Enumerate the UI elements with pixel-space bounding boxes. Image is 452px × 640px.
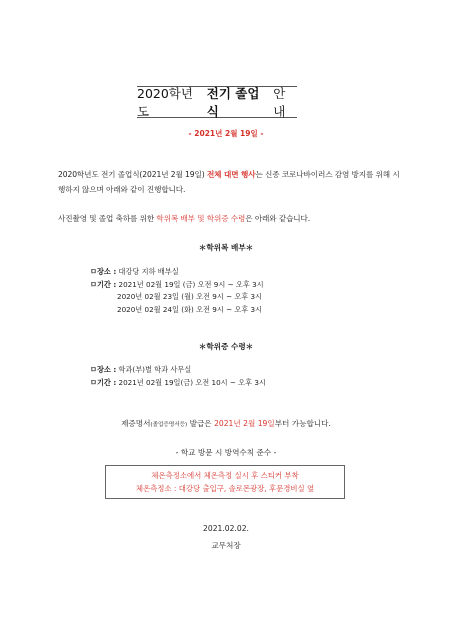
footer-date: 2021.02.02. [203,524,249,533]
diploma-period-value: 2021년 02월 19일(금) 오전 10시 ~ 오후 3시 [118,377,266,387]
gown-period-row [90,279,264,292]
notice-line-2: 체온측정소 : 대강당 출입구, 솔로몬광장, 후문경비실 옆 [135,484,315,493]
gown-info [90,266,264,316]
page-title [137,86,297,118]
certificate-text-1: 제증명서 [121,419,151,428]
gown-period-row [90,304,264,317]
gown-place-row [90,266,264,279]
intro-text-2: 는 신종 코로나바이러스 감염 방지를 위해 시행하지 않으며 아래와 같이 진행합니다. [58,170,400,194]
diploma-period-row [90,377,266,390]
diploma-place-row [90,364,266,377]
gown-period-1: 2021년 02월 19일 (금) 오전 9시 ~ 오후 3시 [118,279,264,289]
photo-highlight: 학위복 배부 및 학위증 수령 [156,214,246,223]
ceremony-date: - 2021년 2월 19일 - [188,129,264,138]
photo-paragraph [58,211,400,226]
title-bold: 전기 졸업식 [206,86,260,119]
gown-section-heading: ＊학위복 배부＊ [198,243,254,252]
gown-period-label: ㅁ기간 : [90,279,117,289]
diploma-period-label: ㅁ기간 : [90,377,117,387]
gown-period-row [90,291,264,304]
certificate-date: 2021년 2월 19일 [214,419,275,428]
diploma-section-heading: ＊학위증 수령＊ [198,342,254,351]
quarantine-notice-box [105,465,345,499]
diploma-info [90,364,266,389]
certificate-text-3: 부터 가능합니다. [274,419,331,428]
title-suffix: 안내 [273,86,286,119]
gown-period-3: 2020년 02월 24일 (화) 오전 9시 ~ 오후 3시 [117,304,263,314]
certificate-note [0,418,452,429]
intro-paragraph [58,167,400,197]
photo-text-2: 은 아래와 같습니다. [245,214,311,223]
diploma-place-label: ㅁ장소 : [90,365,117,374]
gown-period-2: 2020년 02월 23일 (월) 오전 9시 ~ 오후 3시 [117,292,263,302]
diploma-place-value: 학과(부)별 학과 사무실 [118,365,192,374]
title-prefix: 2020학년도 [137,86,193,119]
quarantine-heading: - 학교 방문 시 방역수칙 준수 - [175,448,277,457]
notice-line-1: 체온측정소에서 체온측정 실시 후 스티커 부착 [151,471,299,480]
photo-text-1: 사진촬영 및 졸업 축하를 위한 [58,214,157,223]
intro-text-1: 2020학년도 전기 졸업식(2021년 2월 19일) [58,170,207,179]
intro-highlight: 전체 대면 행사 [206,170,256,179]
footer-author: 교무처장 [211,541,241,550]
certificate-small: (졸업증명서등) [150,422,188,428]
certificate-text-2: 발급은 [187,419,215,428]
gown-place-value: 대강당 지하 배부실 [118,267,179,276]
gown-place-label: ㅁ장소 : [90,267,117,276]
